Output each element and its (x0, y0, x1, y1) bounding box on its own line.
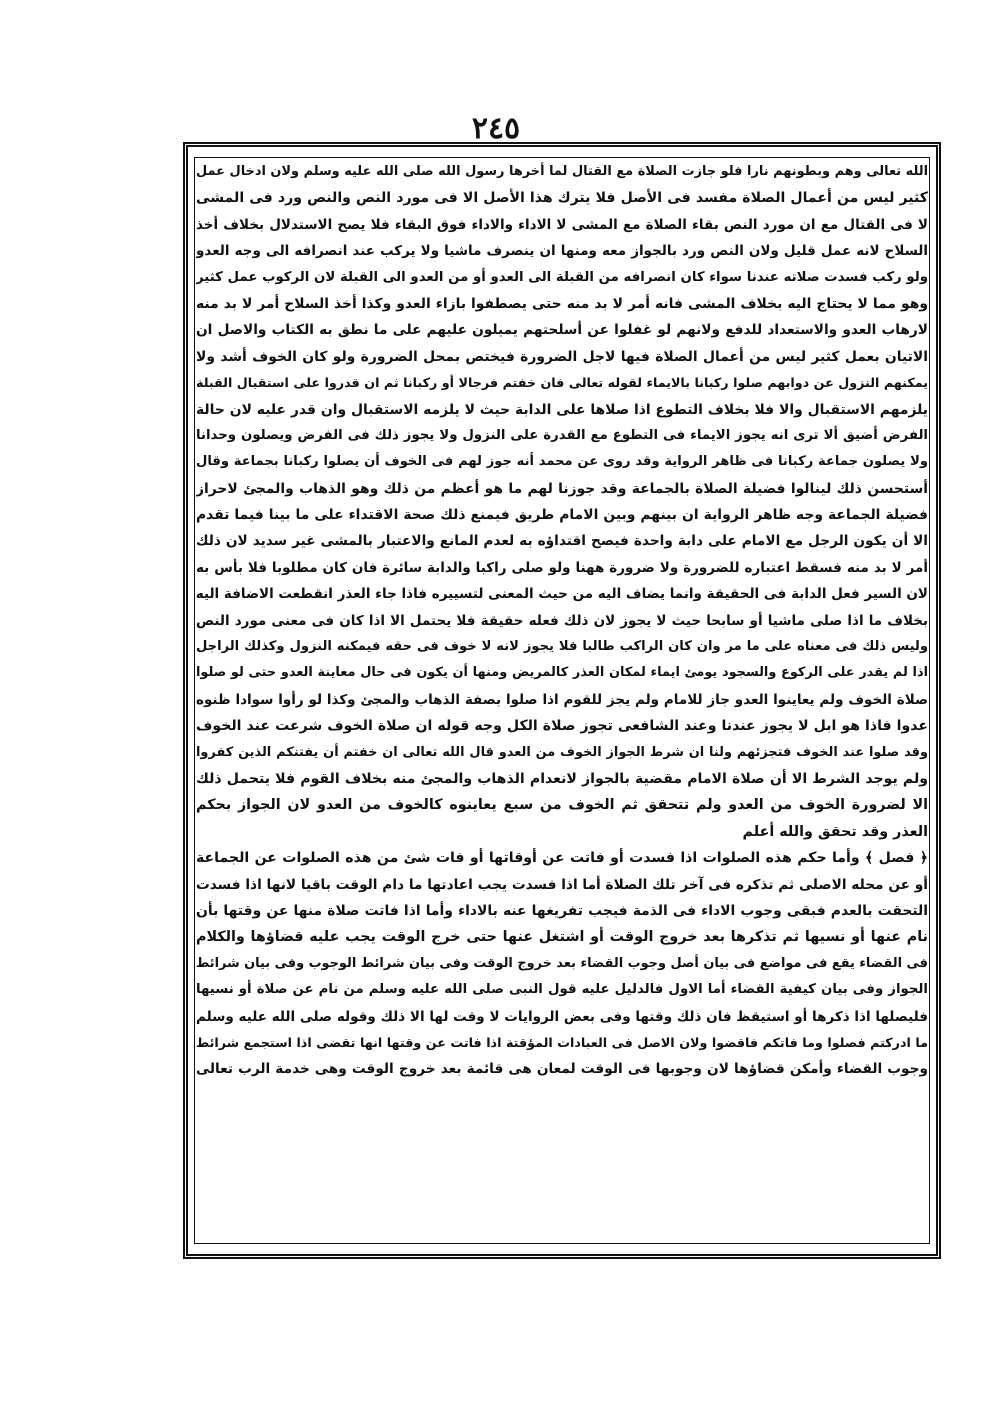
text-line: بخلاف ما اذا صلى ماشيا أو سابحا حيث لا يجوز لان ذلك فعله حقيقة فلا يحتمل الا اذا كان فى معنى مورد النص (196, 612, 928, 629)
text-line: فى القضاء يقع فى مواضع فى بيان أصل وجوب القضاء بعد خروج الوقت وفى بيان شرائط الوجوب وفى بيان شرائط (196, 955, 928, 971)
page-number: ٢٤٥ (471, 111, 521, 146)
text-line: الاتيان بعمل كثير ليس من أعمال الصلاة فيها لاجل الضرورة فيختص بمحل الضرورة ولو كان الخوف أشد ولا (196, 348, 928, 365)
text-line: أستحسن ذلك لينالوا فضيلة الصلاة بالجماعة وقد جوزنا لهم ما هو أعظم من ذلك وهو الذهاب والمجئ لاحراز (196, 480, 928, 497)
text-line: ما ادركتم فصلوا وما فاتكم فاقضوا ولان الاصل فى العبادات المؤقتة اذا فاتت عن وقتها انها تقضى اذا استجمع شرائط (196, 1034, 928, 1050)
text-line: عدوا فاذا هو ابل لا يجوز عندنا وعند الشافعى تجوز صلاة الكل وجه قوله ان صلاة الخوف شرعت عند الخوف (196, 718, 928, 735)
main-text-block (196, 159, 928, 1242)
text-line: وليس ذلك فى معناه على ما مر وان كان الراكب طالبا فلا يجوز لانه لا خوف فى حقه فيمكنه النزول وكذلك الراجل (196, 639, 928, 655)
text-line: الا أن يكون الرجل مع الامام على دابة واحدة فيصح اقتداؤه به لعدم المانع والاعتبار بالمشى غير سديد لان ذلك (196, 533, 928, 550)
text-line: لان السير فعل الدابة فى الحقيقة وانما يضاف اليه من حيث المعنى لتسييره فاذا جاء العذر انقطعت الاضافة اليه (196, 586, 928, 603)
text-line: ولم يوجد الشرط الا أن صلاة الامام مقضية بالجواز لانعدام الذهاب والمجئ منه بخلاف القوم فلا يتحمل ذلك (196, 770, 928, 787)
text-line: نام عنها أو نسيها ثم تذكرها بعد خروج الوقت أو اشتغل عنها حتى خرج الوقت يجب عليه قضاؤها والكلام (196, 929, 928, 946)
text-line: يمكنهم النزول عن دوابهم صلوا ركبانا بالايماء لقوله تعالى فان خفتم فرجالا أو ركبانا ثم ان قدروا على استقبال القبلة (196, 375, 928, 391)
text-line: يلزمهم الاستقبال والا فلا بخلاف التطوع اذا صلاها على الدابة حيث لا يلزمه الاستقبال وان قدر عليه لان حالة (196, 401, 928, 418)
text-line: التحقت بالعدم فبقى وجوب الاداء فى الذمة فيجب تفريغها عنه بالاداء وأما اذا فاتت صلاة منها عن وقتها بأن (196, 902, 928, 919)
text-line: الله تعالى وهم وبطونهم نارا فلو جازت الصلاة مع القتال لما أخرها رسول الله صلى الله عليه وسلم ولان ادخال عمل (196, 164, 928, 179)
text-line: فليصلها اذا ذكرها أو استيقظ فان ذلك وقتها وفى بعض الروايات لا وقت لها الا ذلك وقوله صلى الله عليه وسلم (196, 1008, 928, 1025)
text-line: العذر وقد تحقق والله أعلم (742, 823, 928, 840)
text-line: السلاح لانه عمل قليل ولان النص ورد بالجواز معه ومنها ان ينصرف ماشيا ولا يركب عند انصرافه الى وجه العدو (196, 243, 928, 260)
text-line: وجوب القضاء وأمكن قضاؤها لان وجوبها فى الوقت لمعان هى قائمة بعد خروج الوقت وهى خدمة الرب تعالى (196, 1061, 928, 1078)
text-line: فضيلة الجماعة وجه ظاهر الرواية ان بينهم وبين الامام طريق فيمنع ذلك صحة الاقتداء على ما بينا فيما تقدم (196, 507, 928, 524)
text-line: ولو ركب فسدت صلاته عندنا سواء كان انصرافه من القبلة الى العدو أو من العدو الى القبلة لان الركوب عمل كثير (196, 269, 928, 285)
text-line: لا فى القتال مع ان مورد النص بقاء الصلاة مع المشى لا الاداء والاداء فوق البقاء فلا يصح الاستدلال بخلاف أخذ (196, 216, 928, 233)
text-line: كثير ليس من أعمال الصلاة مفسد فى الأصل فلا يترك هذا الأصل الا فى مورد النص والنص ورد فى المشى (196, 190, 928, 207)
page-frame (183, 142, 941, 1259)
text-line: الجواز وفى بيان كيفية القضاء أما الاول فالدليل عليه قول النبى صلى الله عليه وسلم من نام عن صلاة أو نسيها (196, 982, 928, 998)
text-line: لارهاب العدو والاستعداد للدفع ولانهم لو غفلوا عن أسلحتهم يميلون عليهم على ما نطق به الكتاب والاصل ان (196, 322, 928, 339)
text-line: وقد صلوا عند الخوف فتجزئهم ولنا ان شرط الجواز الخوف من العدو قال الله تعالى ان خفتم أن يفتنكم الذين كفروا (196, 744, 928, 760)
text-line: الا لضرورة الخوف من العدو ولم تتحقق ثم الخوف من سبع يعاينوه كالخوف من العدو لان الجواز بحكم (196, 797, 928, 814)
text-line: ولا يصلون جماعة ركبانا فى ظاهر الرواية وقد روى عن محمد أنه جوز لهم فى الخوف أن يصلوا ركبانا بجماعة وقال (196, 454, 928, 470)
text-line: اذا لم يقدر على الركوع والسجود يومئ ايماء لمكان العذر كالمريض ومنها أن يكون فى حال معاينة العدو حتى لو صلوا (196, 665, 928, 681)
text-line: أمر لا بد منه فسقط اعتباره للضرورة ولا ضرورة ههنا ولو صلى راكبا والدابة سائرة فان كان مطلوبا فلا بأس به (196, 559, 928, 576)
text-line: وهو مما لا يحتاج اليه بخلاف المشى فانه أمر لا بد منه حتى يصطفوا بازاء العدو وكذا أخذ السلاح أمر لا بد منه (196, 295, 928, 312)
text-line: صلاة الخوف ولم يعاينوا العدو جاز للامام ولم يجز للقوم اذا صلوا بصفة الذهاب والمجئ وكذا لو رأوا سوادا ظنوه (196, 691, 928, 708)
text-line: ﴿ فصل ﴾ وأما حكم هذه الصلوات اذا فسدت أو فاتت عن أوقاتها أو فات شئ من هذه الصلوات عن الجماعة (196, 850, 928, 867)
text-line: الفرض أضيق ألا ترى انه يجوز الايماء فى التطوع مع القدرة على النزول ولا يجوز ذلك فى الفرض ويصلون وحدانا (196, 427, 928, 443)
text-line: أو عن محله الاصلى ثم تذكره فى آخر تلك الصلاة أما اذا فسدت يجب اعادتها ما دام الوقت باقيا لانها اذا فسدت (196, 876, 928, 893)
